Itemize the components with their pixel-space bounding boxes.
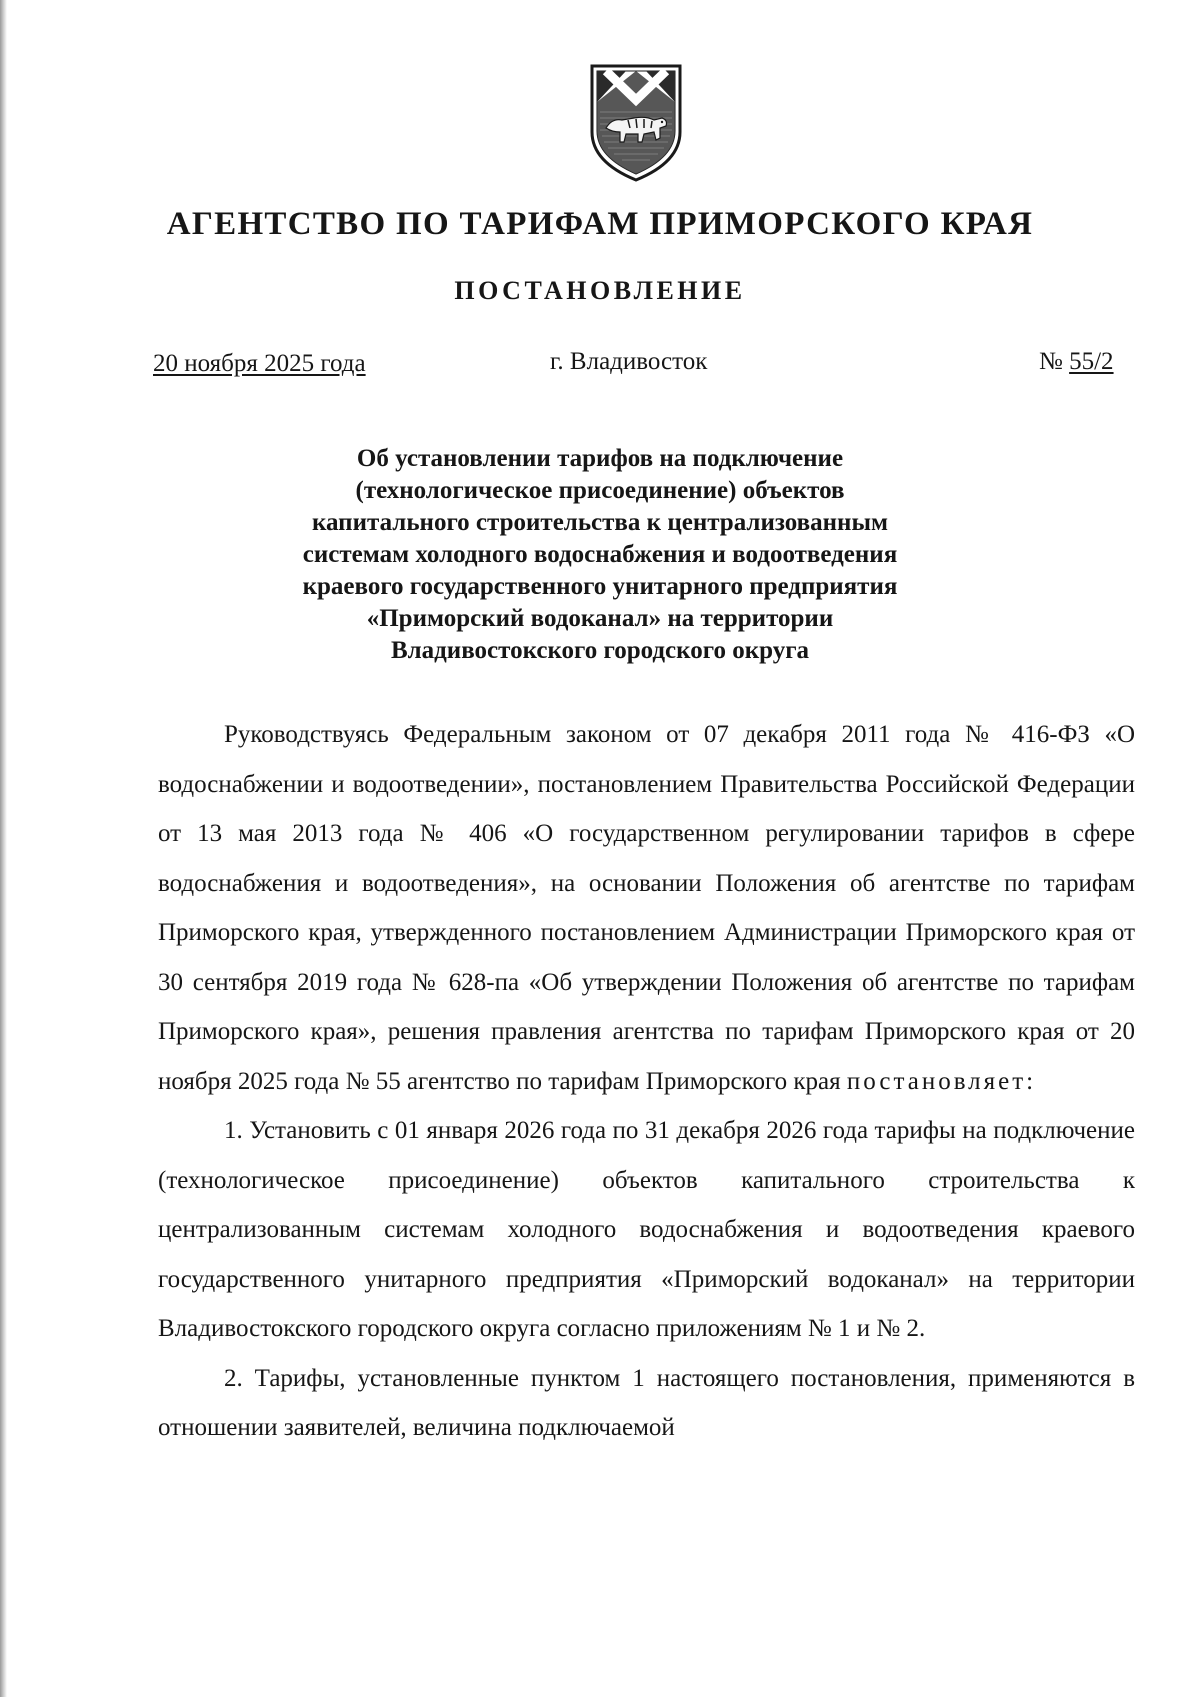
document-city: г. Владивосток bbox=[550, 348, 708, 375]
title-line: краевого государственного унитарного предприятия bbox=[302, 573, 898, 600]
agency-name: АГЕНТСТВО ПО ТАРИФАМ ПРИМОРСКОГО КРАЯ bbox=[166, 206, 1034, 242]
preamble-text: Руководствуясь Федеральным законом от 07 декабря 2011 года № 416-ФЗ «О водоснабжении и водоотведении», постановлением Правительства Российской Федерации от 13 мая 2013 года № 406 «О государственном регулировании тарифов в сфере водоснабжения и водоотведения», на основании Положения об агентстве по тарифам Приморского края, утвержденного постановлением Администрации Приморского края от 30 сентября 2019 года № 628-па «Об утверждении Положения об агентстве по тарифам Приморского края», решения правления агентства по тарифам Приморского края от 20 ноября 2025 года № 55 агентство по тарифам Приморского края bbox=[158, 721, 1135, 1095]
title-line: (технологическое присоединение) объектов bbox=[355, 477, 845, 504]
preamble-paragraph bbox=[158, 710, 1135, 1106]
document-title bbox=[230, 443, 970, 667]
title-line: системам холодного водоснабжения и водоотведения bbox=[302, 541, 898, 568]
document-number-value: 55/2 bbox=[1069, 348, 1114, 375]
title-line: капитального строительства к централизованным bbox=[311, 509, 888, 536]
item-1-paragraph: 1. Установить с 01 января 2026 года по 31 декабря 2026 года тарифы на подключение (технологическое присоединение) объектов капитального строительства к централизованным системам холодного водоснабжения и водоотведения краевого государственного унитарного предприятия «Приморский водоканал» на территории Владивостокского городского округа согласно приложениям № 1 и № 2. bbox=[158, 1117, 1135, 1342]
document-type: ПОСТАНОВЛЕНИЕ bbox=[454, 276, 746, 305]
title-line: Владивостокского городского округа bbox=[390, 637, 810, 664]
document-number bbox=[1039, 348, 1114, 376]
scan-edge-shadow bbox=[0, 0, 7, 1697]
title-line: «Приморский водоканал» на территории bbox=[366, 605, 834, 632]
title-line: Об установлении тарифов на подключение bbox=[356, 445, 844, 472]
item-2-paragraph: 2. Тарифы, установленные пунктом 1 настоящего постановления, применяются в отношении заявителей, величина подключаемой bbox=[158, 1364, 1135, 1441]
document-body bbox=[158, 710, 1135, 1453]
document-number-prefix: № bbox=[1039, 348, 1070, 375]
document-date: 20 ноября 2025 года bbox=[153, 350, 366, 377]
decree-word: постановляет: bbox=[846, 1067, 1037, 1095]
primorsky-krai-coat-of-arms-icon bbox=[586, 62, 686, 184]
